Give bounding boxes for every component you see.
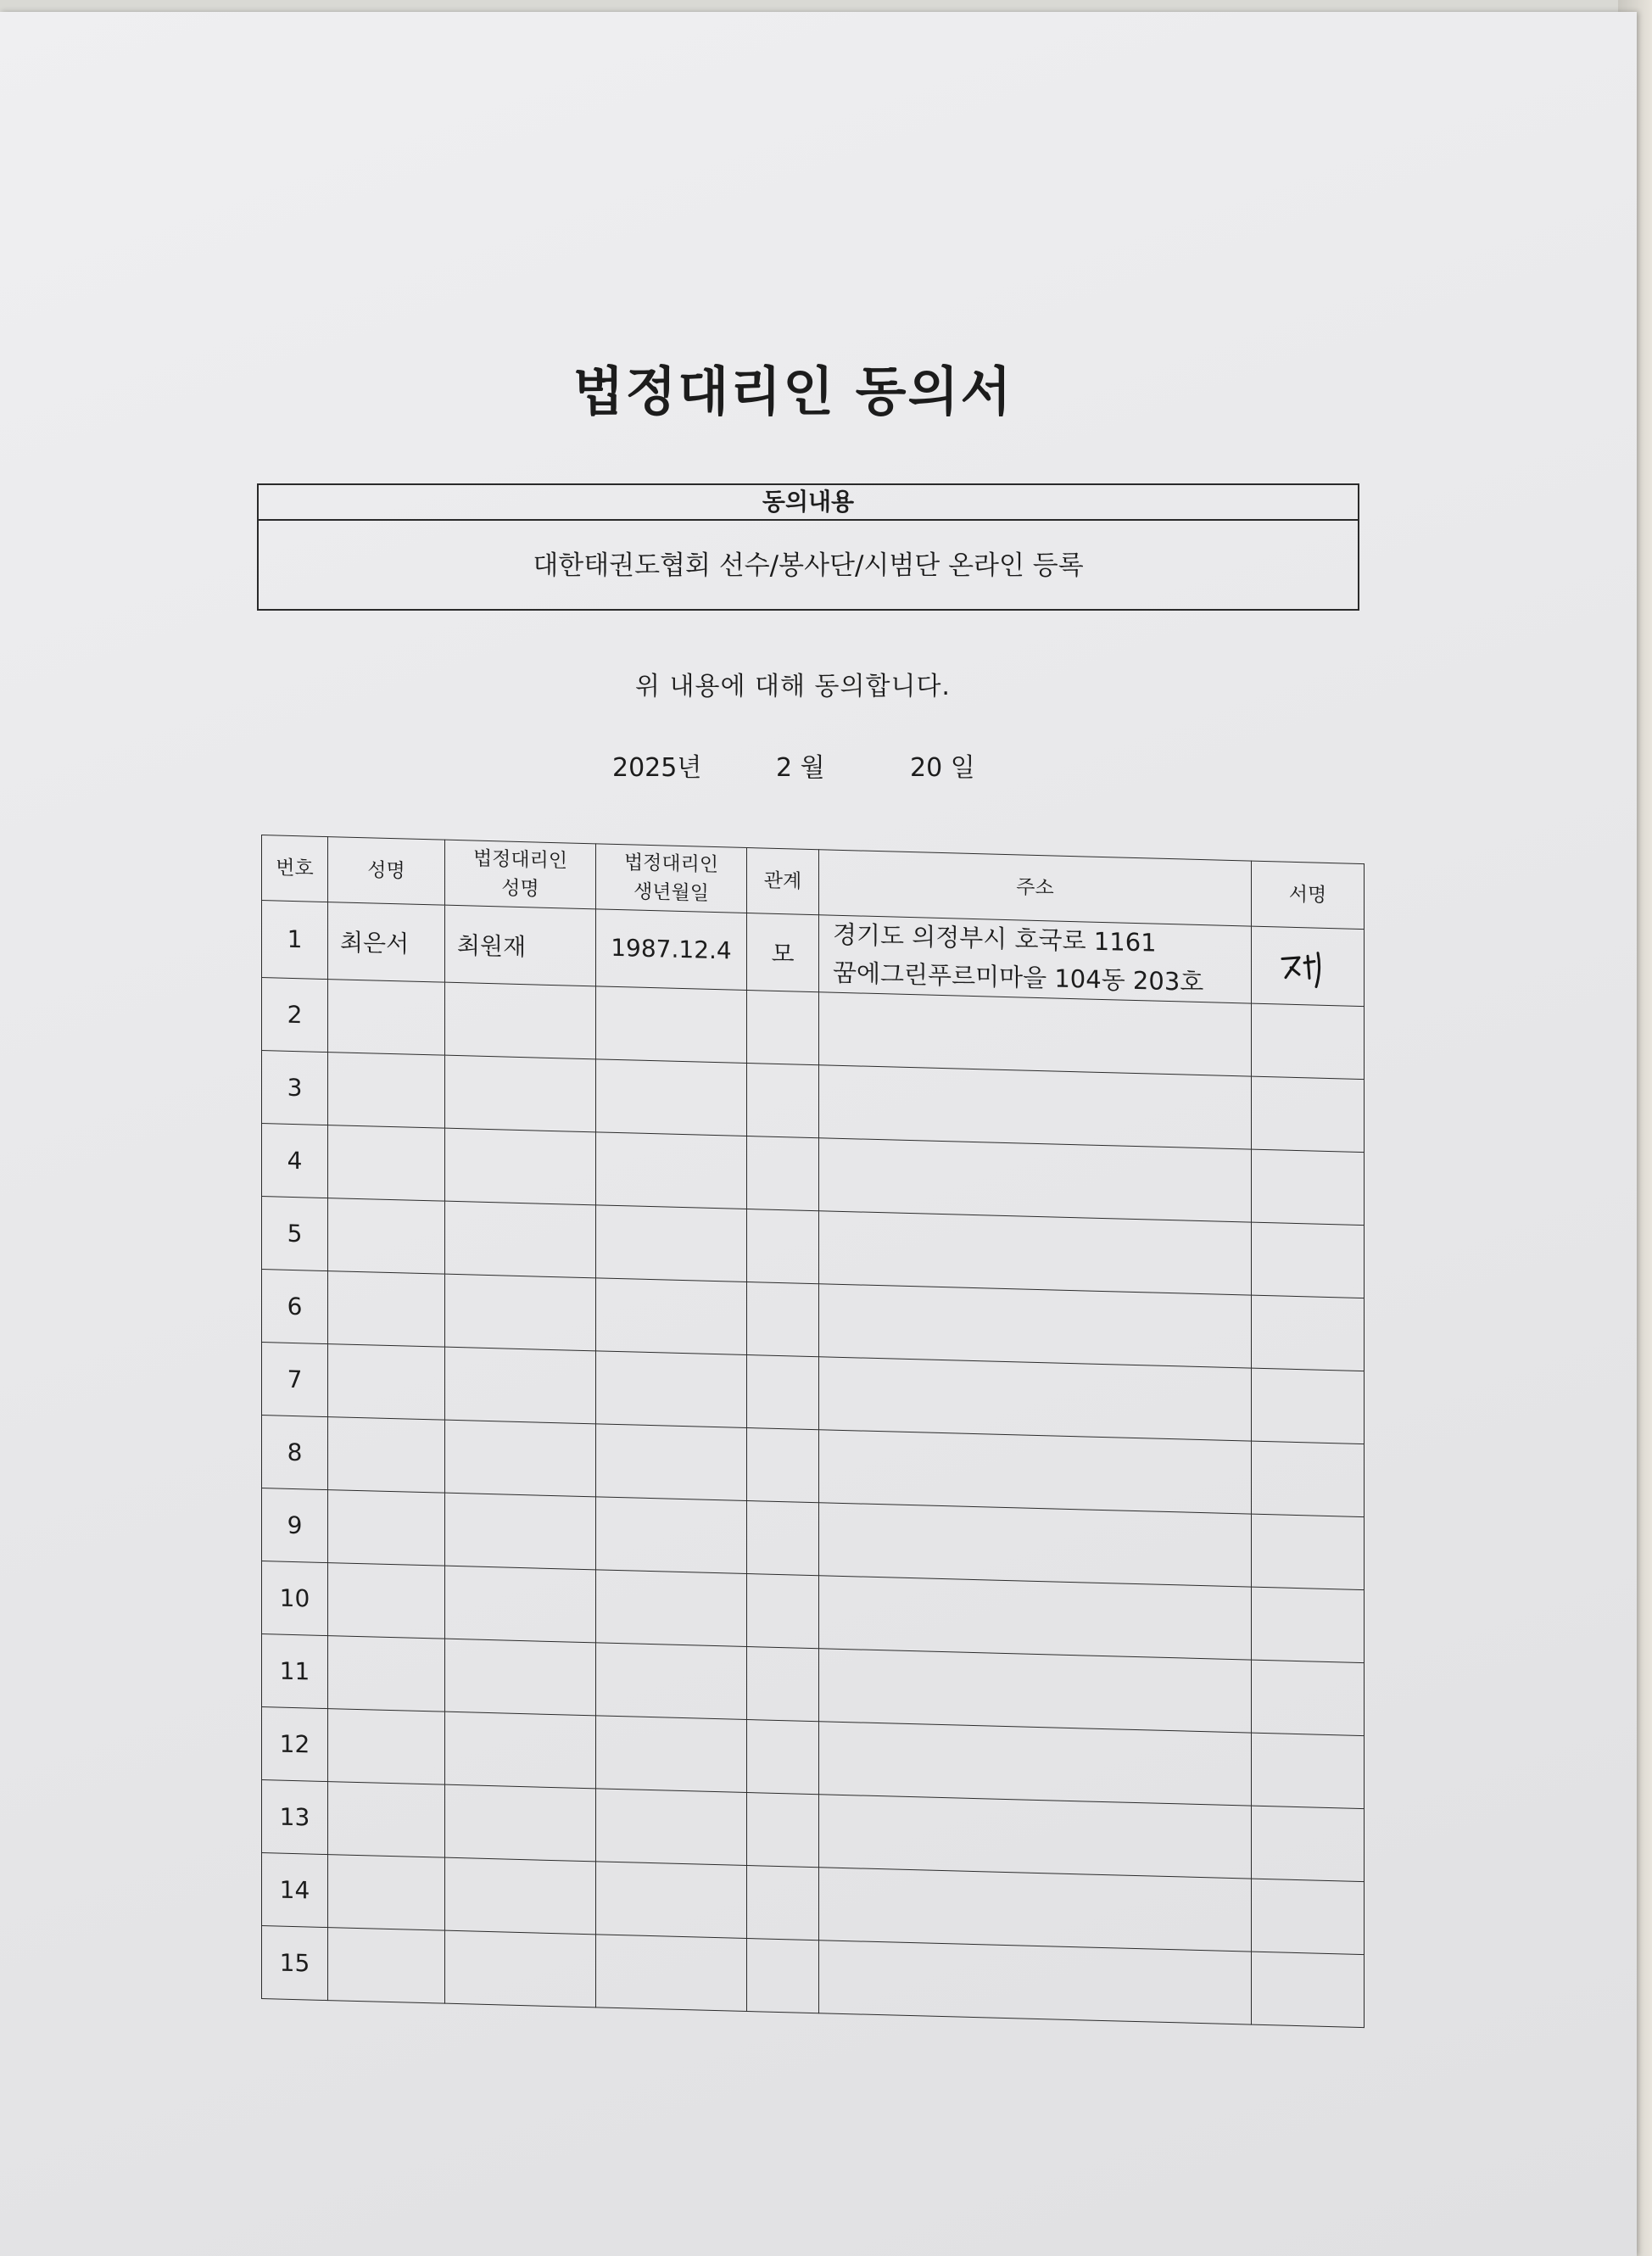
row-number: 3 xyxy=(262,1050,328,1125)
cell-address xyxy=(819,992,1252,1076)
document-title: 법정대리인 동의서 xyxy=(572,360,1013,422)
cell-guardian-birth xyxy=(596,1862,747,1939)
cell-relation xyxy=(747,990,819,1064)
cell-name xyxy=(328,1489,445,1566)
cell-relation xyxy=(747,1719,819,1794)
cell-guardian-birth xyxy=(596,1424,747,1501)
cell-relation xyxy=(747,1282,819,1356)
cell-signature xyxy=(1252,1660,1365,1735)
header-name: 성명 xyxy=(328,837,445,906)
consent-content-box xyxy=(257,483,1359,611)
cell-guardian-birth xyxy=(596,1059,747,1136)
row-number: 4 xyxy=(262,1123,328,1198)
header-address: 주소 xyxy=(819,850,1252,926)
cell-name xyxy=(328,979,445,1055)
cell-name xyxy=(328,1635,445,1712)
cell-guardian-birth xyxy=(596,1935,747,2012)
cell-address xyxy=(819,1357,1252,1441)
cell-name xyxy=(328,1708,445,1784)
date-day: 20 일 xyxy=(910,753,975,783)
cell-address xyxy=(819,1284,1252,1368)
cell-address xyxy=(819,1065,1252,1149)
cell-signature xyxy=(1252,1587,1365,1662)
consent-content-text: 대한태권도협회 선수/봉사단/시범단 온라인 등록 xyxy=(533,550,1084,581)
cell-signature xyxy=(1252,1514,1365,1589)
cell-signature xyxy=(1252,1952,1365,2027)
cell-guardian-birth xyxy=(596,1278,747,1355)
cell-name: 최은서 xyxy=(328,902,445,982)
cell-relation xyxy=(747,1354,819,1429)
cell-guardian-birth xyxy=(596,1716,747,1793)
cell-guardian-birth xyxy=(596,1497,747,1574)
cell-address xyxy=(819,1940,1252,2024)
row-number: 7 xyxy=(262,1342,328,1416)
cell-name xyxy=(328,1343,445,1420)
row-number: 11 xyxy=(262,1633,328,1708)
row-number: 12 xyxy=(262,1706,328,1781)
cell-signature xyxy=(1252,1368,1365,1444)
cell-relation xyxy=(747,1209,819,1283)
date-year: 2025년 xyxy=(612,753,702,783)
cell-relation xyxy=(747,1136,819,1210)
cell-guardian-name xyxy=(445,1784,596,1862)
cell-relation xyxy=(747,1500,819,1575)
cell-signature xyxy=(1252,1295,1365,1371)
header-guardian-name: 법정대리인 성명 xyxy=(445,840,596,909)
cell-signature xyxy=(1252,1222,1365,1298)
cell-guardian-name xyxy=(445,1274,596,1351)
row-number: 5 xyxy=(262,1196,328,1270)
cell-signature xyxy=(1252,1003,1365,1079)
cell-guardian-name xyxy=(445,1201,596,1278)
header-relation: 관계 xyxy=(747,847,819,914)
cell-signature xyxy=(1252,926,1365,1006)
cell-guardian-name: 최원재 xyxy=(445,905,596,986)
cell-signature xyxy=(1252,1879,1365,1954)
cell-guardian-name xyxy=(445,1128,596,1205)
cell-name xyxy=(328,1125,445,1201)
cell-signature xyxy=(1252,1806,1365,1881)
row-number: 2 xyxy=(262,977,328,1052)
cell-address xyxy=(819,1211,1252,1295)
cell-address xyxy=(819,1503,1252,1587)
row-number: 1 xyxy=(262,901,328,980)
cell-guardian-name xyxy=(445,982,596,1059)
cell-signature xyxy=(1252,1441,1365,1516)
cell-name xyxy=(328,1781,445,1857)
cell-address xyxy=(819,1138,1252,1222)
cell-guardian-birth xyxy=(596,986,747,1064)
cell-guardian-birth xyxy=(596,1570,747,1647)
cell-name xyxy=(328,1562,445,1639)
cell-address: 경기도 의정부시 호국로 1161 꿈에그린푸르미마을 104동 203호 xyxy=(819,915,1252,1003)
row-number: 8 xyxy=(262,1415,328,1489)
header-signature: 서명 xyxy=(1252,861,1365,929)
row-number: 13 xyxy=(262,1779,328,1854)
date-month: 2 월 xyxy=(776,753,825,783)
row-number: 10 xyxy=(262,1561,328,1635)
cell-relation xyxy=(747,1573,819,1648)
guardian-table xyxy=(261,835,1365,2028)
cell-signature xyxy=(1252,1149,1365,1225)
cell-guardian-name xyxy=(445,1639,596,1716)
row-number: 15 xyxy=(262,1925,328,2000)
cell-guardian-birth xyxy=(596,1205,747,1282)
cell-address xyxy=(819,1722,1252,1806)
consent-form-paper xyxy=(0,12,1637,2256)
cell-name xyxy=(328,1416,445,1493)
cell-guardian-birth xyxy=(596,1789,747,1866)
cell-guardian-name xyxy=(445,1347,596,1424)
cell-guardian-birth: 1987.12.4 xyxy=(596,909,747,991)
cell-relation xyxy=(747,1427,819,1502)
cell-address xyxy=(819,1795,1252,1879)
cell-signature xyxy=(1252,1733,1365,1808)
cell-address xyxy=(819,1576,1252,1660)
cell-name xyxy=(328,1270,445,1347)
handwritten-signature-icon xyxy=(1274,940,1342,992)
cell-guardian-name xyxy=(445,1566,596,1643)
cell-address xyxy=(819,1430,1252,1514)
cell-guardian-birth xyxy=(596,1643,747,1720)
agreement-statement: 위 내용에 대해 동의합니다. xyxy=(635,672,951,701)
cell-guardian-name xyxy=(445,1420,596,1497)
row-number: 6 xyxy=(262,1269,328,1343)
cell-guardian-birth xyxy=(596,1132,747,1209)
cell-name xyxy=(328,1052,445,1128)
row-number: 9 xyxy=(262,1488,328,1562)
header-guardian-birth: 법정대리인 생년월일 xyxy=(596,844,747,913)
consent-content-header: 동의내용 xyxy=(259,485,1358,521)
cell-name xyxy=(328,1198,445,1274)
cell-guardian-name xyxy=(445,1493,596,1570)
cell-guardian-name xyxy=(445,1055,596,1132)
cell-relation xyxy=(747,1063,819,1137)
header-number: 번호 xyxy=(262,835,328,902)
cell-address xyxy=(819,1649,1252,1733)
cell-address xyxy=(819,1868,1252,1952)
cell-guardian-birth xyxy=(596,1351,747,1428)
cell-relation xyxy=(747,1646,819,1721)
row-number: 14 xyxy=(262,1852,328,1927)
cell-relation xyxy=(747,1792,819,1867)
cell-guardian-name xyxy=(445,1712,596,1789)
cell-relation xyxy=(747,1865,819,1940)
cell-guardian-name xyxy=(445,1857,596,1935)
cell-relation xyxy=(747,1938,819,2013)
cell-signature xyxy=(1252,1076,1365,1152)
cell-name xyxy=(328,1854,445,1930)
cell-relation: 모 xyxy=(747,913,819,991)
cell-guardian-name xyxy=(445,1930,596,2008)
cell-name xyxy=(328,1927,445,2003)
